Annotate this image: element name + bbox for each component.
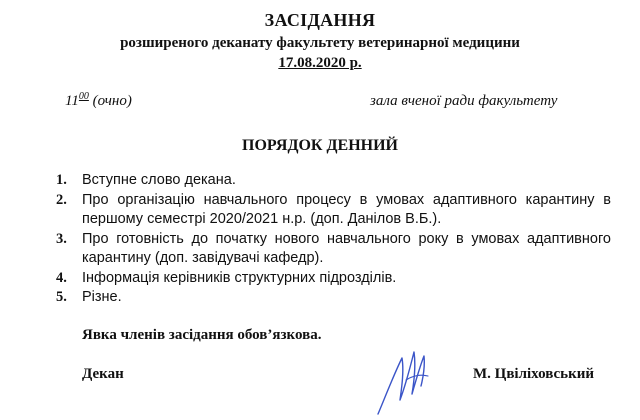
agenda-item-text: Різне. — [82, 289, 122, 305]
agenda-item-number: 3. — [56, 230, 67, 247]
agenda-item-number: 1. — [56, 172, 67, 188]
agenda-item — [56, 191, 611, 230]
dean-label: Декан — [82, 366, 124, 382]
agenda-item-text: Про організацію навчального процесу в умовах адаптивного карантину в першому семестрі 2020/2021 н.р. (доп. Данілов В.Б.). — [82, 191, 611, 227]
meeting-time-minutes: 00 — [78, 91, 89, 102]
agenda-title: ПОРЯДОК ДЕННИЙ — [242, 137, 398, 154]
agenda-list — [56, 171, 611, 308]
attendance-note: Явка членів засідання обов’язкова. — [82, 327, 322, 343]
agenda-item-text: Вступне слово декана. — [82, 172, 236, 188]
agenda-item — [56, 269, 611, 289]
signature-icon — [372, 340, 452, 420]
agenda-item-text: Інформація керівників структурних підрозділів. — [82, 269, 397, 286]
agenda-item — [56, 171, 611, 191]
agenda-item — [56, 230, 611, 269]
document-subtitle: розширеного деканату факультету ветеринарної медицини — [120, 35, 520, 51]
meeting-time-hour: 11 — [65, 93, 79, 109]
agenda-item-number: 4. — [56, 269, 67, 286]
dean-name: М. Цвіліховський — [473, 366, 595, 382]
agenda-item-text: Про готовність до початку нового навчального року в умовах адаптивного карантину (доп. завідувачі кафедр). — [82, 230, 611, 266]
document-title: ЗАСІДАННЯ — [264, 10, 376, 30]
meeting-time-mode: (очно) — [92, 93, 132, 109]
agenda-item — [56, 288, 611, 308]
meeting-time — [65, 93, 132, 110]
agenda-item-number: 5. — [56, 289, 67, 305]
meeting-date-text: 17.08.2020 р. — [278, 55, 362, 71]
meeting-place: зала вченої ради факультету — [370, 93, 558, 109]
agenda-item-number: 2. — [56, 191, 67, 208]
meeting-date — [0, 55, 640, 72]
